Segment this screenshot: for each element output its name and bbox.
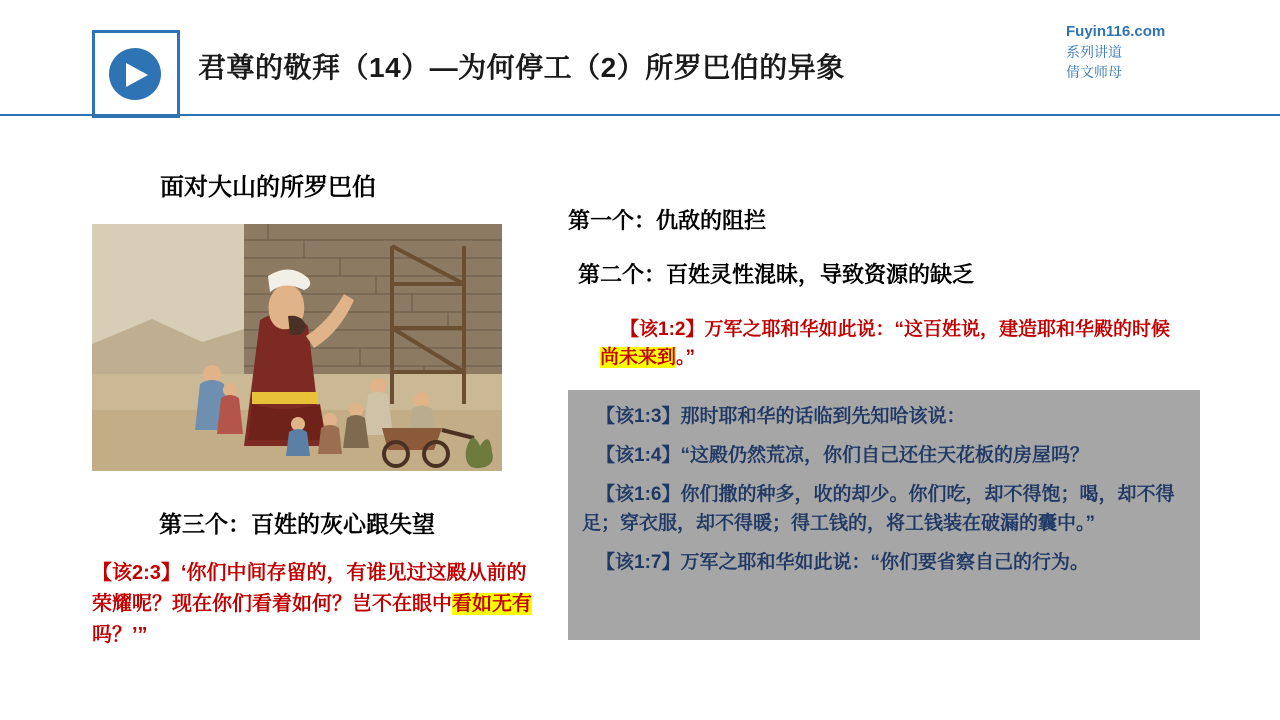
right-verse: [600, 316, 1180, 372]
brand-series: 系列讲道: [1066, 44, 1122, 60]
box-verse: 【该1:3】那时耶和华的话临到先知哈该说：: [596, 406, 966, 427]
left-verse-text-after: 吗？’”: [92, 624, 148, 646]
right-verse-ref: 【该1:2】: [620, 319, 705, 340]
left-section-heading: 面对大山的所罗巴伯: [160, 174, 376, 201]
left-sub-heading: 第三个：百姓的灰心跟失望: [159, 511, 435, 537]
left-verse-highlight: 看如无有: [452, 593, 532, 615]
illustration-image: [92, 224, 502, 471]
point-two: 第二个：百姓灵性混昧，导致资源的缺乏: [578, 262, 975, 287]
scripture-box: [568, 390, 1200, 640]
play-icon[interactable]: [109, 48, 161, 100]
left-verse-ref: 【该2:3】: [92, 562, 181, 584]
box-verse: 【该1:6】你们撒的种多，收的却少。你们吃，却不得饱；喝，却不得足；穿衣服，却不得暖；得工钱的，将工钱装在破漏的囊中。”: [582, 484, 1175, 534]
box-verse: 【该1:7】万军之耶和华如此说：“你们要省察自己的行为。: [596, 552, 1089, 573]
brand-block: [1066, 22, 1256, 82]
slide-header: [0, 0, 1280, 120]
left-verse-text-before: ‘你们中间存留的，有谁见过这殿从前的荣耀呢？现在你们看着如何？岂不在眼中: [92, 562, 527, 615]
point-one: 第一个：仇敌的阻拦: [568, 208, 767, 233]
right-verse-text-after: 。”: [676, 347, 696, 368]
box-verse: 【该1:4】“这殿仍然荒凉，你们自己还住天花板的房屋吗？: [596, 445, 1089, 466]
right-verse-highlight: 尚未来到: [600, 347, 677, 368]
left-verse: [92, 558, 532, 651]
header-divider: [0, 114, 1280, 116]
play-triangle-icon: [126, 63, 148, 87]
right-verse-text-before: 万军之耶和华如此说：“这百姓说，建造耶和华殿的时候: [704, 319, 1170, 340]
brand-site: Fuyin116.com: [1066, 23, 1166, 40]
temple-construction-illustration-icon: [92, 224, 502, 471]
brand-speaker: 倩文师母: [1066, 64, 1122, 80]
page-title: 君尊的敬拜（14）—为何停工（2）所罗巴伯的异象: [198, 52, 845, 83]
